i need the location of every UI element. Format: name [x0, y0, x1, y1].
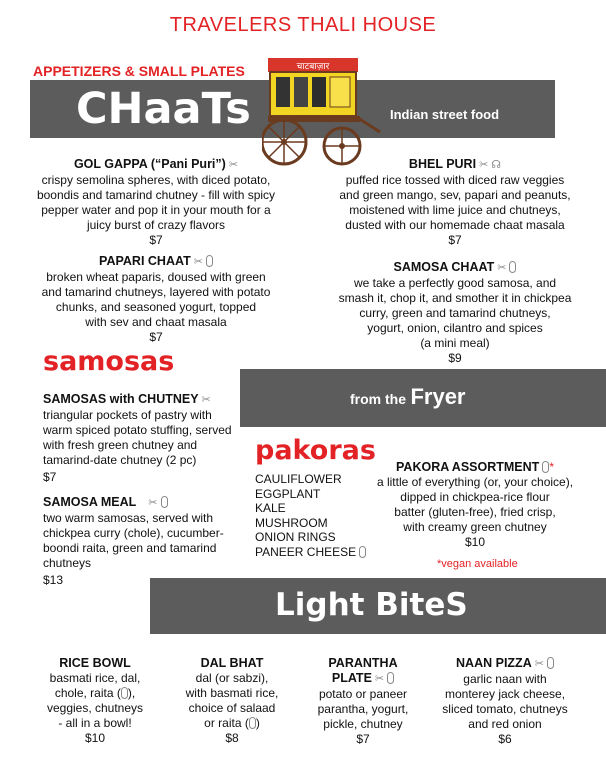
chaats-heading: CHaaTs	[76, 84, 251, 134]
item-desc: dal (or sabzi),	[195, 671, 269, 685]
item-desc: sliced tomato, chutneys	[442, 702, 568, 716]
spicy-pepper-icon: ✂	[497, 262, 507, 274]
item-desc	[172, 716, 292, 731]
cart-window	[312, 77, 326, 107]
menu-item-naan-pizza	[430, 656, 580, 747]
item-desc: parantha, yogurt,	[317, 702, 409, 716]
item-desc: with creamy green chutney	[403, 520, 547, 534]
item-desc: two warm samosas, served with	[43, 511, 214, 525]
item-desc-text: )	[255, 716, 260, 730]
item-desc: and tamarind chutneys, layered with potato	[41, 285, 271, 299]
vegan-note: *vegan available	[437, 558, 518, 570]
menu-item-bhel-puri	[330, 157, 580, 248]
item-desc: chickpea curry (chole), cucumber-	[43, 526, 224, 540]
item-desc: garlic naan with	[463, 672, 547, 686]
item-desc: dusted with our homemade chaat masala	[345, 218, 565, 232]
item-name: PAPARI CHAAT	[99, 254, 191, 268]
menu-item-parantha-plate	[303, 656, 423, 747]
menu-item-samosa-meal	[43, 495, 243, 588]
list-item: MUSHROOM	[255, 515, 328, 530]
menu-item-papari-chaat	[24, 254, 288, 345]
item-desc: tamarind-date chutney (2 pc)	[43, 453, 197, 467]
item-desc: and green mango, sev, papari and peanuts,	[339, 188, 571, 202]
menu-item-pakora-assortment	[360, 460, 590, 550]
item-price: $10	[84, 731, 106, 745]
fryer-from: from the	[350, 391, 406, 407]
list-item: EGGPLANT	[255, 486, 321, 501]
item-desc: - all in a bowl!	[58, 716, 132, 730]
menu-item-rice-bowl	[35, 656, 155, 746]
item-desc: veggies, chutneys	[46, 701, 144, 715]
item-name: PAKORA ASSORTMENT	[396, 460, 540, 474]
item-price: $13	[43, 573, 64, 587]
item-name: PLATE	[331, 671, 372, 685]
street-cart-illustration	[262, 56, 382, 171]
item-desc: with sev and chaat masala	[85, 315, 227, 329]
samosas-heading: samosas	[43, 346, 175, 377]
item-desc: broken wheat paparis, doused with green	[46, 270, 266, 284]
item-desc-text: ),	[127, 686, 136, 700]
item-price: $8	[225, 731, 239, 745]
cart-handle	[358, 118, 380, 132]
item-name: GOL GAPPA (“Pani Puri”)	[73, 157, 226, 171]
item-desc: with basmati rice,	[185, 686, 279, 700]
item-desc: yogurt, onion, cilantro and spices	[367, 321, 543, 335]
spicy-pepper-icon: ✂	[148, 497, 158, 509]
cart-window	[276, 77, 290, 107]
item-desc: juicy burst of crazy flavors	[86, 218, 226, 232]
dairy-icon	[161, 496, 168, 508]
restaurant-title: TRAVELERS THALI HOUSE	[169, 14, 437, 36]
item-desc: we take a perfectly good samosa, and	[353, 276, 557, 290]
item-desc: a little of everything (or, your choice),	[376, 475, 574, 489]
item-name: SAMOSAS with CHUTNEY	[43, 392, 199, 406]
list-item	[255, 545, 366, 560]
spicy-pepper-icon: ✂	[534, 658, 544, 670]
item-name: SAMOSA CHAAT	[393, 260, 495, 274]
menu-item-samosa-chaat	[325, 260, 585, 366]
chaats-tagline: Indian street food	[390, 107, 500, 122]
item-desc: potato or paneer	[318, 687, 408, 701]
item-price: $9	[448, 351, 462, 365]
list-item: ONION RINGS	[255, 530, 336, 544]
spicy-pepper-icon: ✂	[201, 394, 211, 406]
list-item: CAULIFLOWER	[255, 472, 342, 486]
peanut-icon: ☊	[491, 159, 502, 171]
item-desc: chunks, and seasoned yogurt, topped	[55, 300, 257, 314]
item-name: DAL BHAT	[200, 656, 264, 670]
pakoras-list	[255, 472, 366, 559]
dairy-icon	[547, 657, 554, 669]
item-desc: triangular pockets of pastry with	[43, 408, 212, 422]
dairy-icon	[121, 687, 128, 699]
menu-item-dal-bhat	[172, 656, 292, 746]
pakoras-heading: pakoras	[255, 435, 376, 466]
item-price: $7	[149, 330, 163, 344]
list-item-label: PANEER CHEESE	[255, 544, 357, 559]
item-price: $7	[149, 233, 163, 247]
item-desc: smash it, chop it, and smother it in chickpea	[338, 291, 572, 305]
item-price: $7	[356, 732, 370, 746]
section-heading: APPETIZERS & SMALL PLATES	[33, 63, 245, 79]
item-desc: boondi raita, green and tamarind	[43, 541, 217, 555]
item-price: $10	[464, 535, 486, 549]
item-desc-text: or raita (	[204, 716, 249, 730]
dairy-icon	[249, 717, 256, 729]
item-desc-text: chole, raita (	[54, 686, 121, 700]
item-desc: puffed rice tossed with diced raw veggies	[345, 173, 565, 187]
dairy-icon	[509, 261, 516, 273]
menu-item-gol-gappa	[24, 157, 288, 248]
fryer-word: Fryer	[410, 384, 466, 409]
item-price: $6	[498, 732, 512, 746]
item-desc: chutneys	[43, 556, 92, 570]
cart-sign: चाटबाज़ार	[296, 62, 330, 72]
spicy-pepper-icon: ✂	[374, 673, 385, 685]
item-desc: dipped in chickpea-rice flour	[400, 490, 550, 504]
item-name: PARANTHA	[328, 656, 398, 670]
item-price: $7	[43, 470, 57, 484]
item-name: SAMOSA MEAL	[43, 495, 137, 509]
item-desc: warm spiced potato stuffing, served	[43, 423, 232, 437]
menu-item-samosas-with-chutney	[43, 392, 243, 485]
item-name: RICE BOWL	[59, 656, 131, 670]
item-name: BHEL PURI	[408, 157, 477, 171]
spicy-pepper-icon: ✂	[193, 256, 203, 268]
item-price: $7	[448, 233, 462, 247]
vegan-star: *	[549, 460, 554, 474]
spicy-pepper-icon: ✂	[479, 159, 489, 171]
item-desc: boondis and tamarind chutney - fill with spicy	[36, 188, 276, 202]
dairy-icon	[206, 255, 213, 267]
item-desc: and red onion	[468, 717, 542, 731]
cart-panel	[330, 77, 350, 107]
item-desc: curry, green and tamarind chutneys,	[359, 306, 551, 320]
light-bites-heading: Light BiteS	[275, 587, 468, 623]
item-desc: pepper water and pop it in your mouth for a	[41, 203, 271, 217]
item-desc: choice of salaad	[188, 701, 276, 715]
item-desc: crispy semolina spheres, with diced potato,	[41, 173, 271, 187]
item-desc: batter (gluten-free), fried crisp,	[394, 505, 556, 519]
spicy-pepper-icon: ✂	[228, 159, 239, 171]
item-desc: monterey jack cheese,	[444, 687, 566, 701]
item-desc: pickle, chutney	[323, 717, 403, 731]
fryer-heading	[350, 384, 466, 410]
dairy-icon	[387, 672, 394, 684]
item-desc	[35, 686, 155, 701]
item-desc: with fresh green chutney and	[43, 438, 198, 452]
cart-window	[294, 77, 308, 107]
list-item: KALE	[255, 501, 286, 515]
item-name: NAAN PIZZA	[456, 656, 532, 670]
item-desc: moistened with lime juice and chutneys,	[349, 203, 561, 217]
item-desc: (a mini meal)	[420, 336, 490, 350]
item-desc: basmati rice, dal,	[49, 671, 141, 685]
